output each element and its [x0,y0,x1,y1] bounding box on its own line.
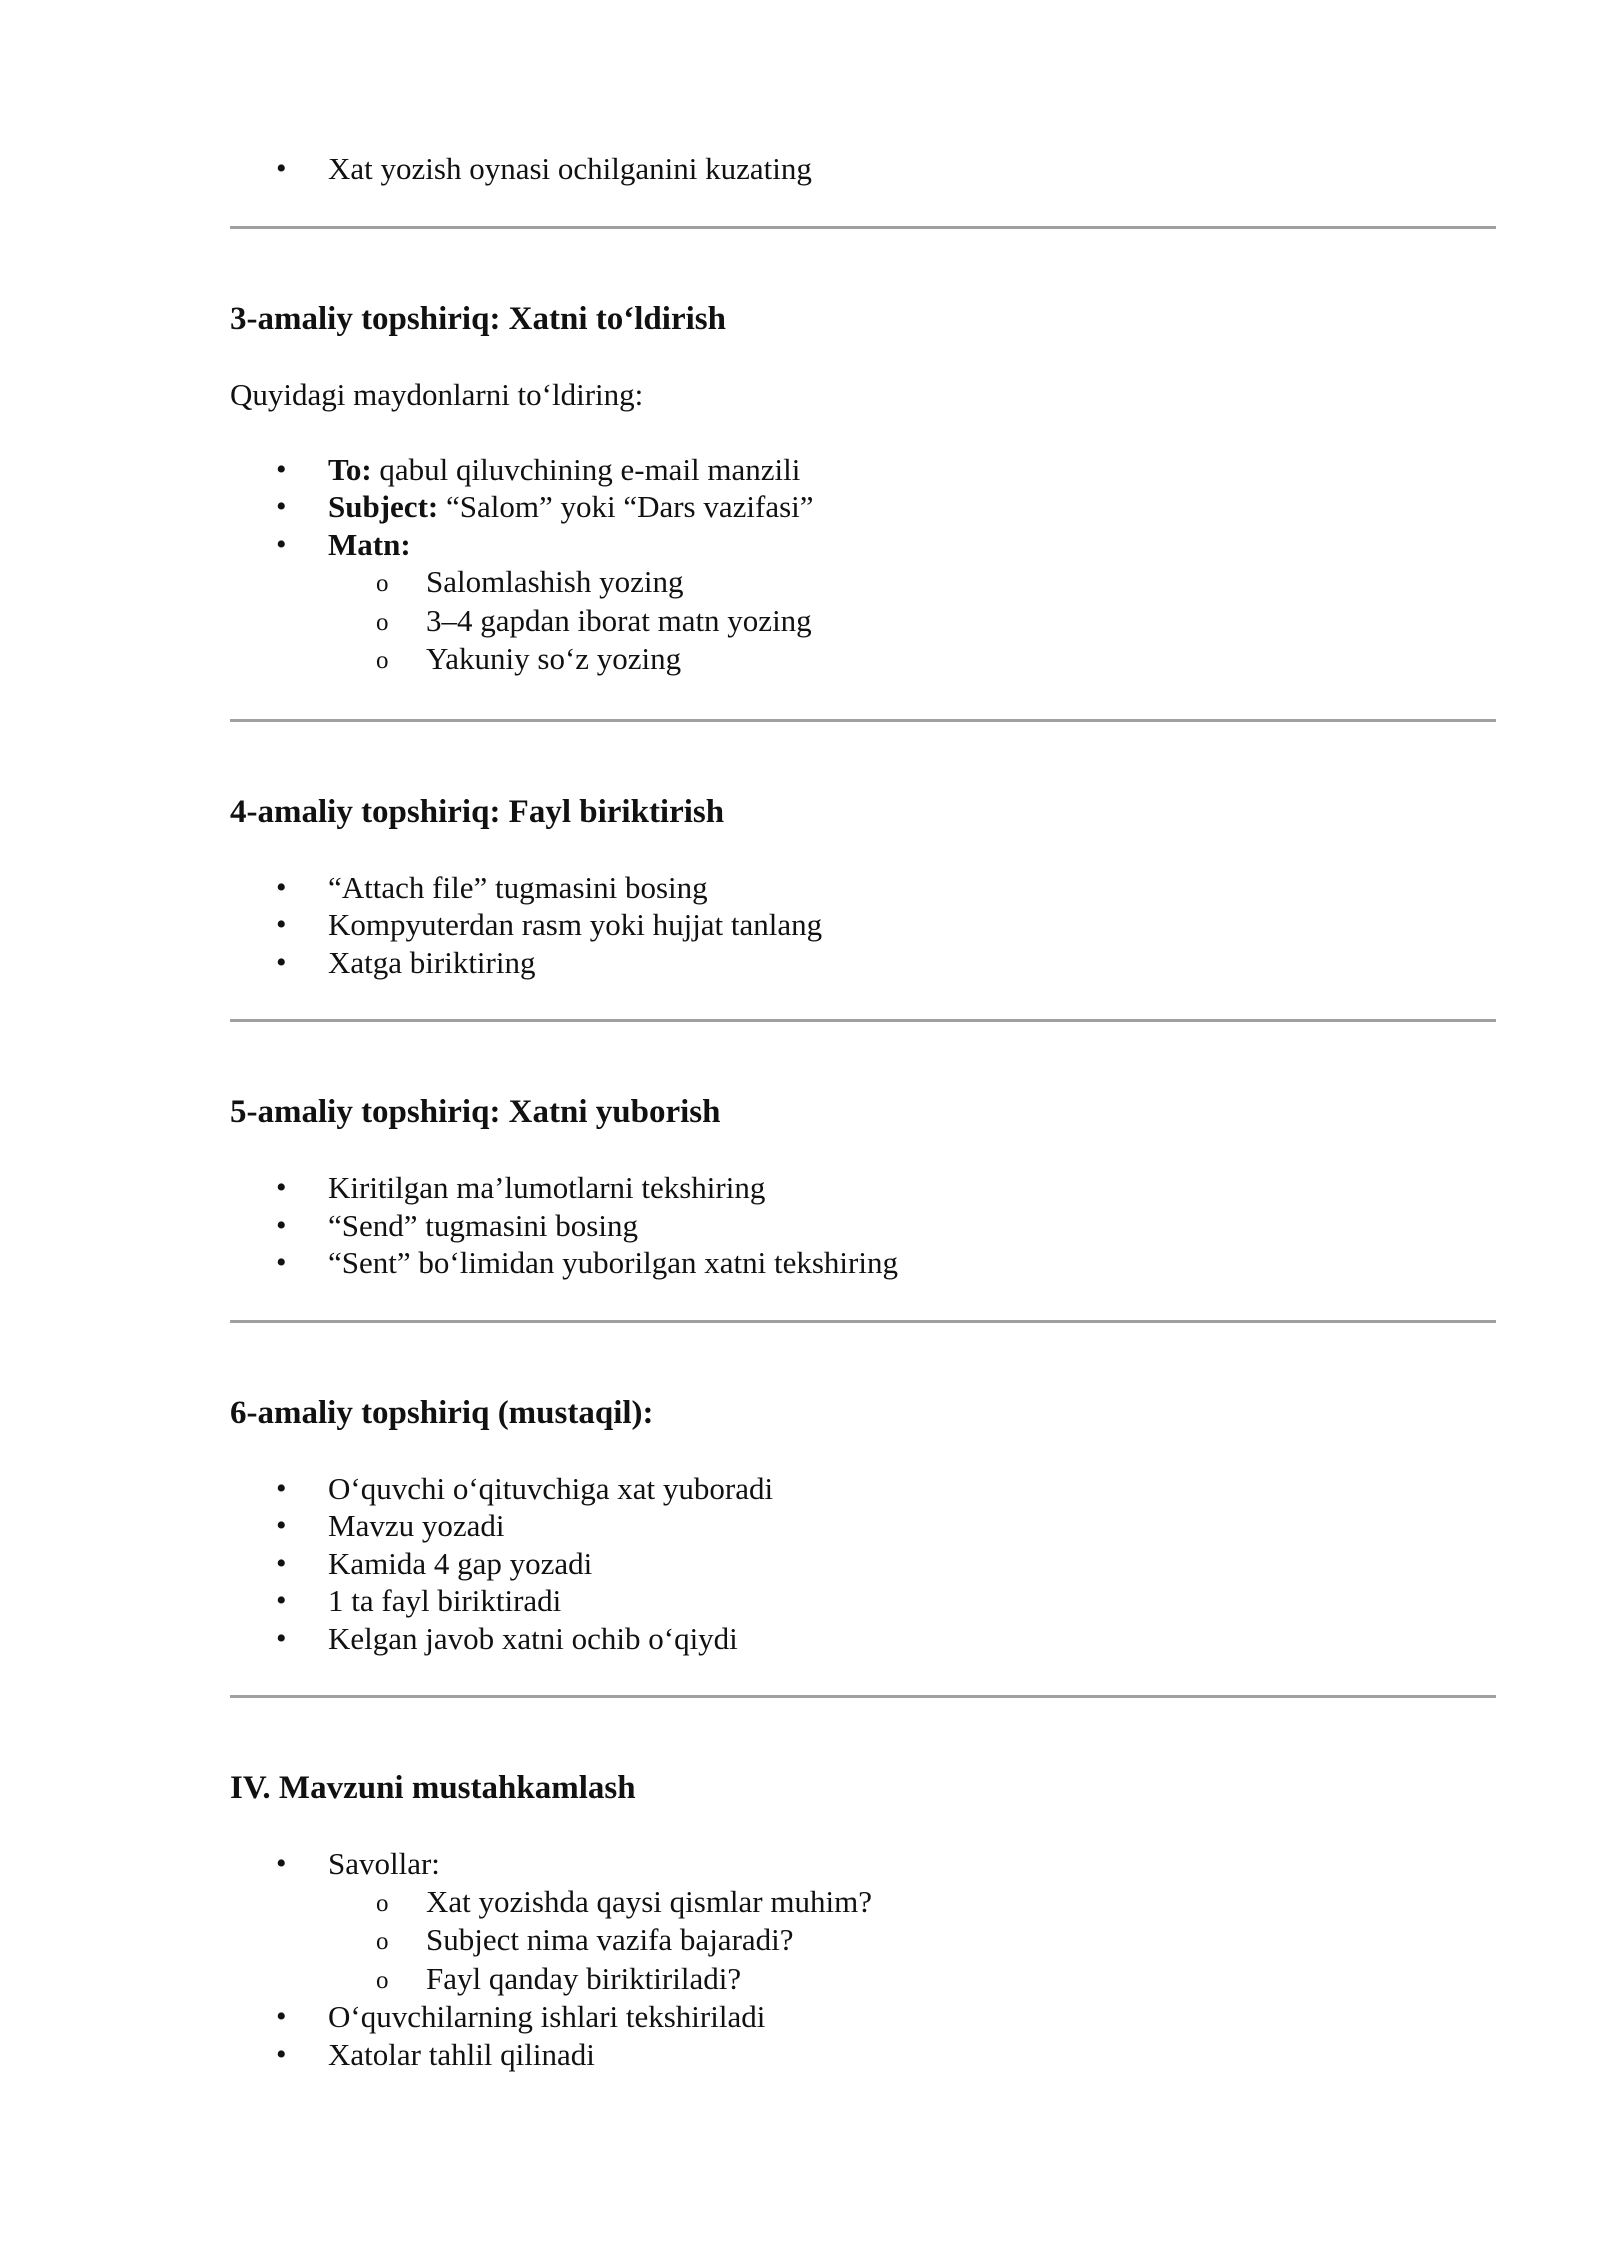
section-3-fields-list [230,451,1496,679]
savollar-sublist [230,1883,1496,1999]
section-4-title: 4-amaliy topshiriq: Fayl biriktirish [230,793,725,830]
list-item: • Kiritilgan ma’lumotlarni tekshiring [230,1169,1496,1207]
list-item: • 1 ta fayl biriktiradi [230,1582,1496,1620]
field-text: qabul qiluvchining e-mail manzili [371,451,801,487]
list-item: • Xat yozish oynasi ochilganini kuzating [230,150,1496,188]
sublist-item: o Subject nima vazifa bajaradi? [230,1921,1496,1960]
document-content [230,150,1496,2073]
sublist-item: o 3–4 gapdan iborat matn yozing [230,602,1496,641]
sublist-item: o Salomlashish yozing [230,563,1496,602]
savollar-label: Savollar: [328,1846,440,1881]
field-label: Matn: [328,526,411,562]
field-text: “Salom” yoki “Dars vazifasi” [438,489,814,524]
matn-sublist [230,563,1496,679]
sublist-item: o Yakuniy so‘z yozing [230,640,1496,679]
list-item: • O‘quvchilarning ishlari tekshiriladi [230,1998,1496,2036]
field-label: To: [328,451,372,487]
list-item: • O‘quvchi o‘qituvchiga xat yuboradi [230,1470,1496,1508]
section-5-title: 5-amaliy topshiriq: Xatni yuborish [230,1094,721,1130]
top-list [230,150,1496,188]
list-item: • Kompyuterdan rasm yoki hujjat tanlang [230,906,1496,944]
section-5-list [230,1169,1496,1282]
field-label: Subject: [328,489,439,524]
section-iv-list [230,1845,1496,2073]
list-item: • “Send” tugmasini bosing [230,1207,1496,1245]
section-3-title: 3-amaliy topshiriq: Xatni to‘ldirish [230,300,726,337]
list-item: • Xatolar tahlil qilinadi [230,2036,1496,2074]
section-iv-title: IV. Mavzuni mustahkamlash [230,1770,636,1806]
section-4-list [230,869,1496,982]
list-item: • Kamida 4 gap yozadi [230,1545,1496,1583]
section-6-title: 6-amaliy topshiriq (mustaqil): [230,1394,654,1431]
field-subject [230,488,1496,526]
field-to [230,451,1496,489]
list-item: • Kelgan javob xatni ochib o‘qiydi [230,1620,1496,1658]
sublist-item: o Fayl qanday biriktiriladi? [230,1960,1496,1999]
list-item-savollar [230,1845,1496,1998]
list-item: • Xatga biriktiring [230,944,1496,982]
section-3-intro: Quyidagi maydonlarni to‘ldiring: [230,376,644,412]
list-item: • “Attach file” tugmasini bosing [230,869,1496,907]
list-item: • Mavzu yozadi [230,1507,1496,1545]
section-6-list [230,1470,1496,1658]
field-matn [230,526,1496,679]
sublist-item: o Xat yozishda qaysi qismlar muhim? [230,1883,1496,1922]
list-item: • “Sent” bo‘limidan yuborilgan xatni tekshiring [230,1244,1496,1282]
